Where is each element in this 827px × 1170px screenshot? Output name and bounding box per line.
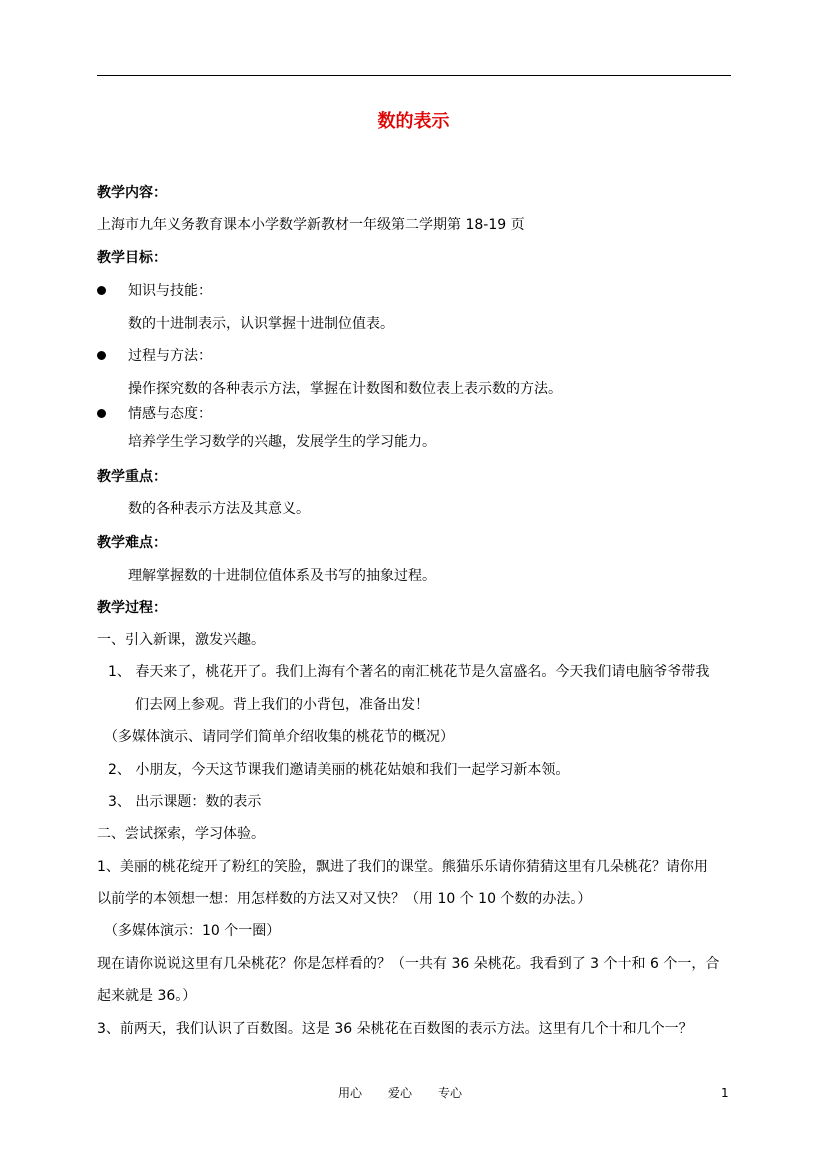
s2-p1-line2: 以前学的本领想一想：用怎样数的方法又对又快？（用 10 个 10 个数的办法。） <box>97 891 592 907</box>
s1-item2: 2、 小朋友，今天这节课我们邀请美丽的桃花姑娘和我们一起学习新本领。 <box>108 762 570 778</box>
section2-title: 二、尝试探索，学习体验。 <box>97 826 265 842</box>
difficulty-text: 理解掌握数的十进制位值体系及书写的抽象过程。 <box>128 568 436 584</box>
document-title: 数的表示 <box>377 111 450 132</box>
s1-item1-line1: 1、 春天来了，桃花开了。我们上海有个著名的南汇桃花节是久富盛名。今天我们请电脑爷爷带我 <box>108 664 710 680</box>
bullet-icon <box>97 351 106 360</box>
goal-label-knowledge: 知识与技能： <box>128 283 212 299</box>
footer-word: 用心 <box>338 1086 363 1100</box>
goal-label-process: 过程与方法： <box>128 348 212 364</box>
s1-item3: 3、 出示课题：数的表示 <box>108 794 262 810</box>
header-rule <box>97 75 731 76</box>
key-text: 数的各种表示方法及其意义。 <box>128 501 310 517</box>
s2-p1-line1: 1、美丽的桃花绽开了粉红的笑脸，飘进了我们的课堂。熊猫乐乐请你猜猜这里有几朵桃花？请你用 <box>97 859 708 875</box>
s1-item1-line2: 们去网上参观。背上我们的小背包，准备出发！ <box>135 697 429 713</box>
bullet-icon <box>97 286 106 295</box>
page-number: 1 <box>721 1086 729 1100</box>
goals-heading: 教学目标： <box>97 250 167 266</box>
goal-label-attitude: 情感与态度： <box>128 406 212 422</box>
difficulty-heading: 教学难点： <box>97 535 167 551</box>
goal-text-process: 操作探究数的各种表示方法，掌握在计数图和数位表上表示数的方法。 <box>128 381 562 397</box>
goal-text-knowledge: 数的十进制表示，认识掌握十进制位值表。 <box>128 316 394 332</box>
content-heading: 教学内容： <box>97 185 167 201</box>
s2-p3: 3、前两天，我们认识了百数图。这是 36 朵桃花在百数图的表示方法。这里有几个十和几个一？ <box>97 1021 693 1037</box>
content-text: 上海市九年义务教育课本小学数学新教材一年级第二学期第 18-19 页 <box>97 217 525 233</box>
s2-p2-line2: 起来就是 36。） <box>97 988 197 1004</box>
s1-note: （多媒体演示、请同学们简单介绍收集的桃花节的概况） <box>104 729 454 745</box>
footer-word: 专心 <box>438 1086 463 1100</box>
s2-note: （多媒体演示：10 个一圈） <box>104 923 281 939</box>
key-heading: 教学重点： <box>97 469 167 485</box>
bullet-icon <box>97 409 106 418</box>
s2-p2-line1: 现在请你说说这里有几朵桃花？你是怎样看的？（一共有 36 朵桃花。我看到了 3 个十和 6 个一，合 <box>97 956 720 972</box>
footer-word: 爱心 <box>388 1086 413 1100</box>
section1-title: 一、引入新课，激发兴趣。 <box>97 632 265 648</box>
goal-text-attitude: 培养学生学习数学的兴趣，发展学生的学习能力。 <box>128 434 436 450</box>
process-heading: 教学过程： <box>97 600 167 616</box>
